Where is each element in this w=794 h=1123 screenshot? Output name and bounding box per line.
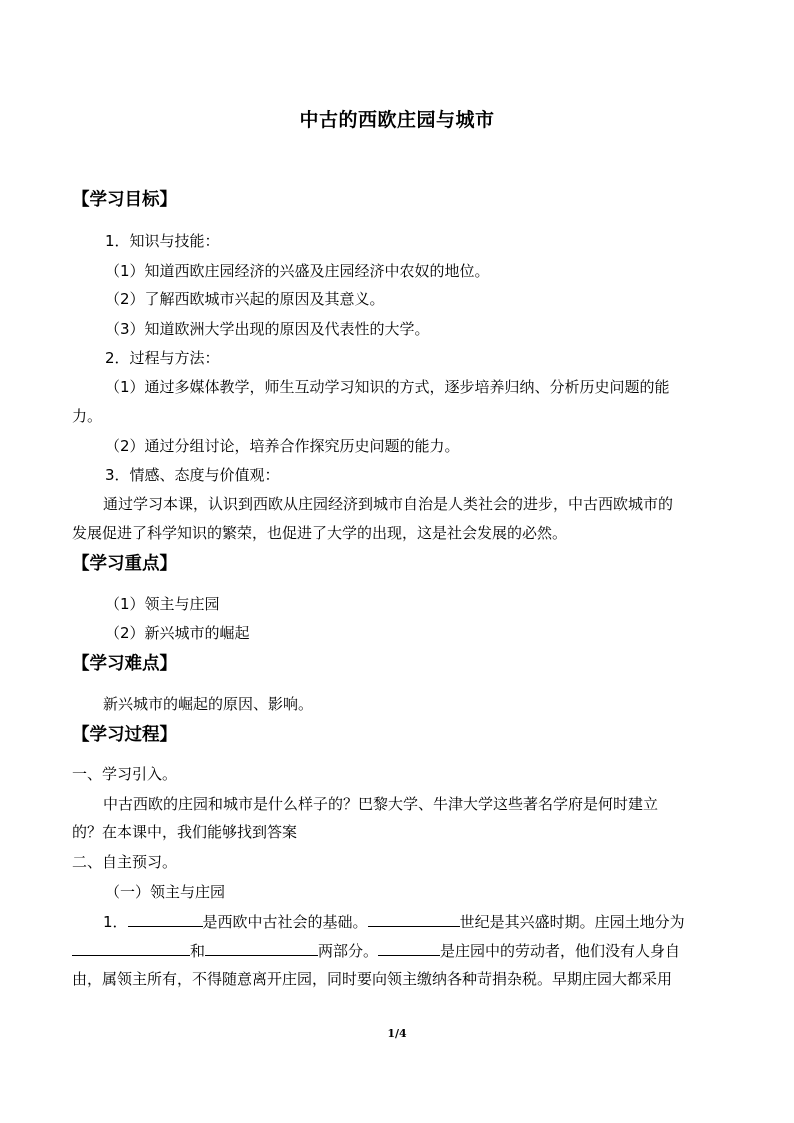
fill-blank[interactable] [368,911,460,927]
fill-blank[interactable] [128,911,203,927]
document-title: 中古的西欧庄园与城市 [299,109,495,131]
part-2-label: 二、自主预习。 [72,853,178,871]
question-1-text-4: 两部分。 [318,942,379,960]
knowledge-item-1: （1）知道西欧庄园经济的兴盛及庄园经济中农奴的地位。 [105,262,490,280]
process-item-1-line-1: （1）通过多媒体教学，师生互动学习知识的方式，逐步培养归纳、分析历史问题的能 [105,378,670,396]
process-item-1-line-2: 力。 [72,407,103,425]
knowledge-item-3: （3）知道欧洲大学出现的原因及代表性的大学。 [105,320,430,338]
page-number: 1/4 [387,1027,407,1040]
difficulties-text: 新兴城市的崛起的原因、影响。 [103,695,314,713]
key-point-item-1: （1）领主与庄园 [105,595,220,613]
process-item-2: （2）通过分组讨论，培养合作探究历史问题的能力。 [105,437,460,455]
emotion-label: 3．情感、态度与价值观： [105,466,280,484]
question-1-prefix: 1． [103,913,128,931]
sub-1-label: （一）领主与庄园 [105,883,226,901]
fill-blank[interactable] [205,940,318,956]
objectives-heading: 【学习目标】 [72,190,177,210]
emotion-line-1: 通过学习本课，认识到西欧从庄园经济到城市自治是人类社会的进步，中古西欧城市的 [103,495,674,513]
question-1-line-1 [103,911,685,932]
emotion-line-2: 发展促进了科学知识的繁荣，也促进了大学的出现，这是社会发展的必然。 [72,524,568,542]
difficulties-heading: 【学习难点】 [72,654,177,674]
fill-blank[interactable] [378,940,440,956]
question-1-text-5: 是庄园中的劳动者，他们没有人身自 [440,942,681,960]
key-point-item-2: （2）新兴城市的崛起 [105,624,250,642]
key-points-heading: 【学习重点】 [72,554,177,574]
intro-line-1: 中古西欧的庄园和城市是什么样子的？巴黎大学、牛津大学这些著名学府是何时建立 [103,795,659,813]
question-1-line-2 [72,940,680,961]
process-heading: 【学习过程】 [72,725,177,745]
question-1-line-3: 由，属领主所有，不得随意离开庄园，同时要向领主缴纳各种苛捐杂税。早期庄园大都采用 [72,970,673,988]
intro-line-2: 的？在本课中，我们能够找到答案 [72,823,298,841]
question-1-text-1: 是西欧中古社会的基础。 [202,913,368,931]
knowledge-item-2: （2）了解西欧城市兴起的原因及其意义。 [105,290,385,308]
part-1-label: 一、学习引入。 [72,765,178,783]
knowledge-label: 1．知识与技能： [105,232,220,250]
fill-blank[interactable] [72,940,190,956]
process-label: 2．过程与方法： [105,349,220,367]
question-1-text-3: 和 [190,942,206,960]
question-1-text-2: 世纪是其兴盛时期。庄园土地分为 [459,913,685,931]
